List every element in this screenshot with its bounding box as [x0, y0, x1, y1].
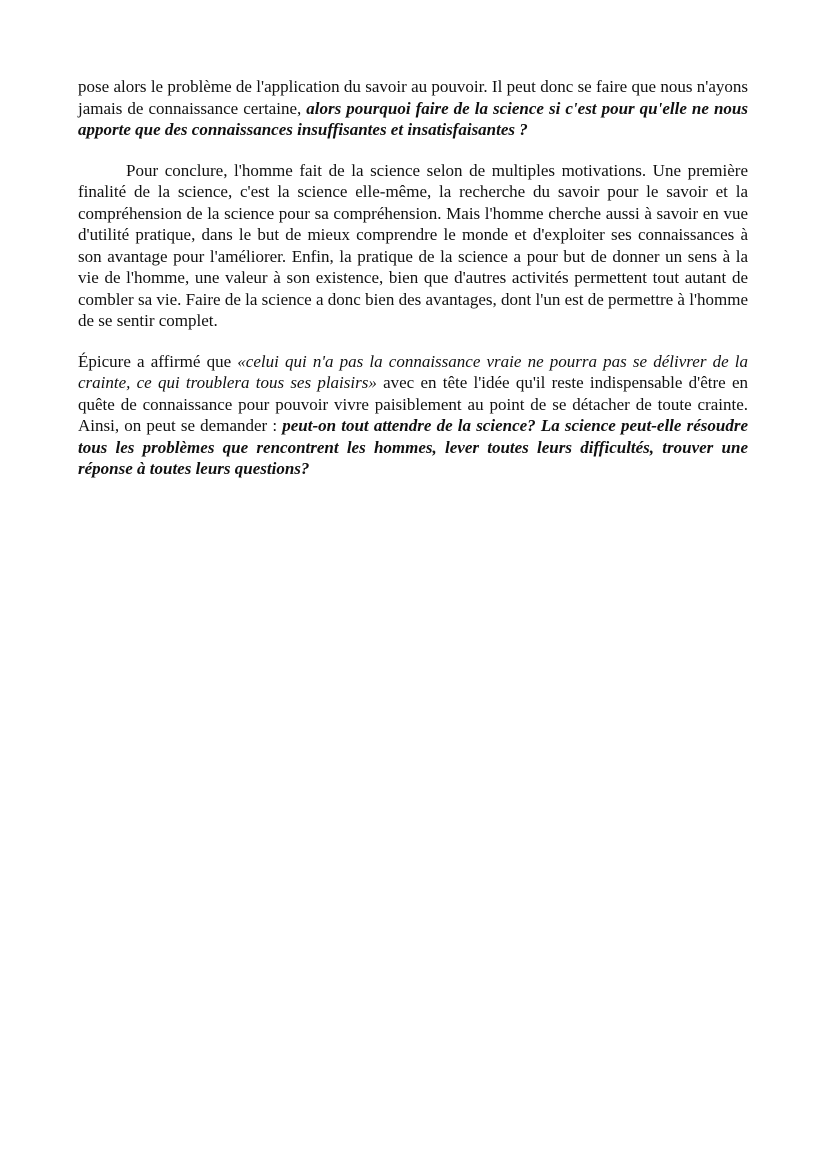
paragraph-intro: Épicure a affirmé que: [78, 351, 238, 371]
bold-italic-question: alors pourquoi faire de la science si c'est pour qu'elle ne nous apporte que des connaissances insuffisantes et insatisfaisantes ?: [78, 98, 748, 139]
italic-quote: «celui qui n'a pas la connaissance vraie ne pourra pas se délivrer de la crainte, ce qui troublera tous ses plaisirs»: [78, 351, 749, 392]
document-page: [78, 76, 748, 480]
paragraph-introduction-end: [78, 76, 748, 141]
paragraph-conclusion: [78, 160, 748, 332]
bold-italic-problematique: peut-on tout attendre de la science? La science peut-elle résoudre tous les problèmes que rencontrent les hommes, lever toutes leurs difficultés, trouver une réponse à toutes leurs questions?: [78, 416, 748, 478]
paragraph-text: Pour conclure, l'homme fait de la science selon de multiples motivations. Une première finalité de la science, c'est la science elle-même, la recherche du savoir pour le savoir et la compréhension de la science pour sa compréhension. Mais l'homme cherche aussi à savoir en vue d'utilité pratique, dans le but de mieux comprendre le monde et d'exploiter ses connaissances à son avantage pour l'améliorer. Enfin, la pratique de la science a pour but de donner un sens à la vie de l'homme, une valeur à son existence, bien que d'autres activités permettent tout autant de combler sa vie. Faire de la science a donc bien des avantages, dont l'un est de permettre à l'homme de se sentir complet.: [78, 160, 748, 330]
paragraph-text: pose alors le problème de l'application du savoir au pouvoir. Il peut donc se faire que nous n'ayons jamais de connaissance certaine,: [78, 77, 748, 118]
paragraph-middle: avec en tête l'idée qu'il reste indispensable d'être en quête de connaissance pour pouvoir vivre paisiblement au point de se détacher de toute crainte. Ainsi, on peut se demander :: [78, 373, 748, 435]
paragraph-epicure: [78, 351, 748, 480]
